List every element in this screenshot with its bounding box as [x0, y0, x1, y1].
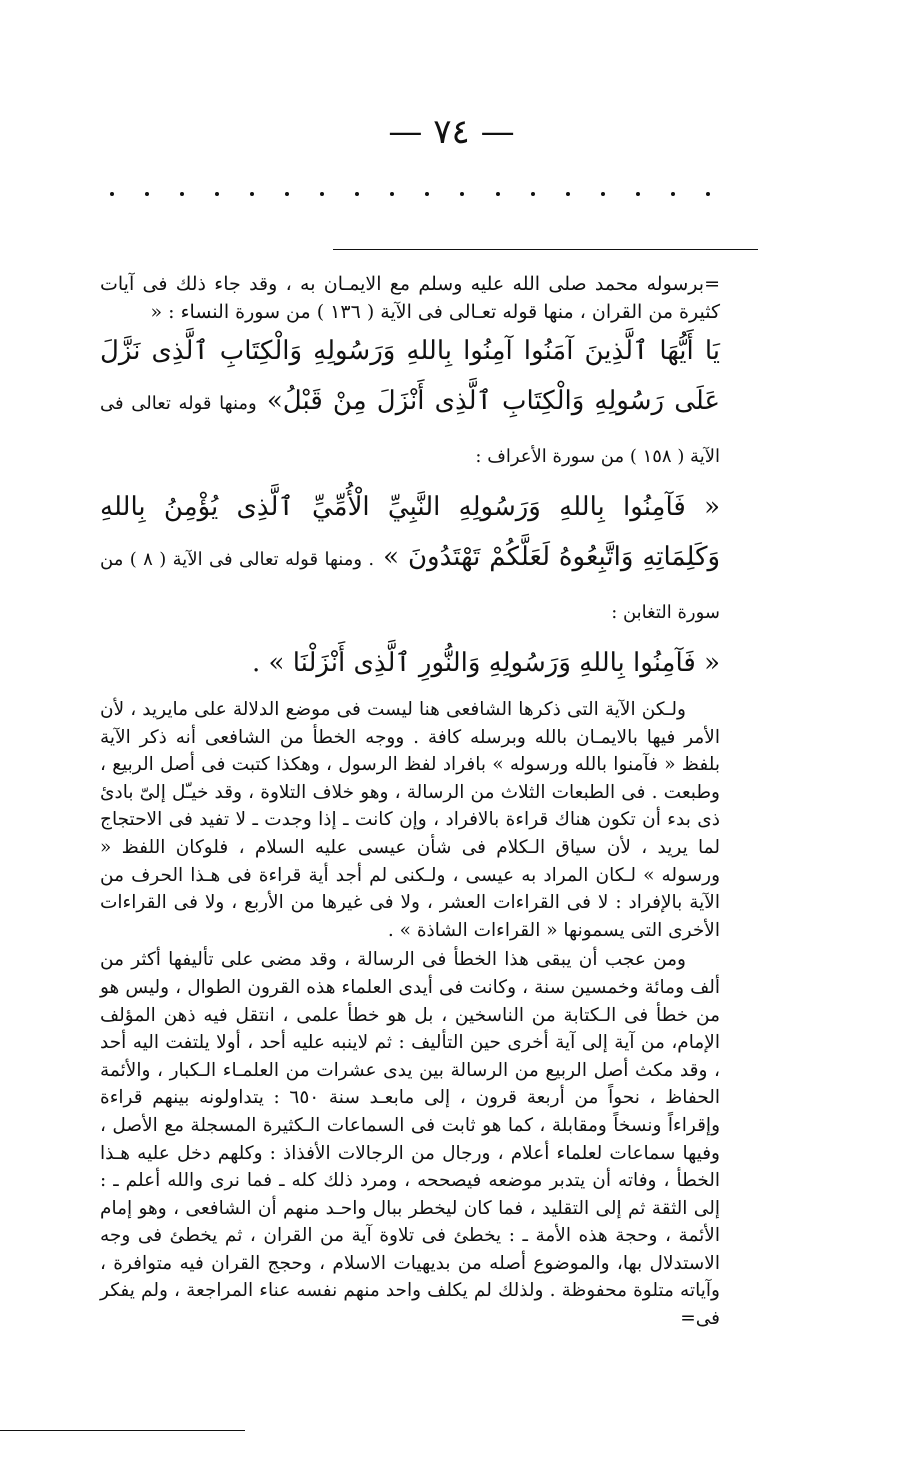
verse-link: ومنها قوله تعالى فى الآية ( ١٥٨ ) من سورة الأعراف : [100, 393, 720, 467]
separator-dot [460, 192, 464, 196]
verse-text: « فَآمِنُوا بِاللهِ وَرَسُولِهِ وَالنُّورِ ٱلَّذِى أَنْزَلْنَا » . [252, 648, 720, 678]
separator-dot [285, 192, 289, 196]
footnote-intro: =برسوله محمد صلى الله عليه وسلم مع الايمـان به ، وقد جاء ذلك فى آيات كثيرة من القران ، منها قوله تعـالى فى الآية ( ١٣٦ ) من سورة النساء : « [100, 273, 720, 323]
paragraph: ومن عجب أن يبقى هذا الخطأ فى الرسالة ، وقد مضى على تأليفها أكثر من ألف ومائة وخمسين سنة ، وكانت فى أيدى العلماء هذه القرون الطوال ، وليس هو من خطأ فى الـكتابة من الناسخين ، بل هو خطأ علمى ، انتقل فيه ذهن المؤلف الإمام، من آية إلى آية أخرى حين التأليف : ثم لاينبه عليه أحد ، أولا يلتفت اليه أحد ، وقد مكث أصل الربيع من الرسالة بين يدى عشرات من العلمـاء الـكبار ، والأئمة الحفاظ ، نحواً من أربعة قرون ، إلى مابعـد سنة ٦٥٠ : يتداولونه بينهم قراءة وإقراءاً ونسخاً ومقابلة ، كما هو ثابت فى السماعات الـكثيرة المسجلة مع الأصل ، وفيها سماعات لعلماء أعلام ، ورجال من الرجالات الأفذاذ : وكلهم دخل عليه هـذا الخطأ ، وفاته أن يتدبر موضعه فيصححه ، ومرد ذلك كله ـ فما نرى والله أعلم ـ : إلى الثقة ثم إلى التقليد ، فما كان ليخطر ببال واحـد منهم أن الشافعى ، وهو إمام الأئمة ، وحجة هذه الأمة ـ : يخطئ فى تلاوة آية من القران ، ثم يخطئ فى وجه الاستدلال بها، والموضوع أصله من بديهيات الاسلام ، وحجج القران فيه متوافرة ، وآياته متلوة محفوظة . ولذلك لم يكلف واحد منهم نفسه عناء المراجعة ، ولم يفكر فى= [100, 949, 721, 1330]
separator-dot [531, 192, 535, 196]
separator-dot [180, 192, 184, 196]
quran-verse-taghabun [100, 638, 720, 688]
separator-dot [320, 192, 324, 196]
separator-dot [601, 192, 605, 196]
page-body [100, 270, 720, 1333]
separator-dot [145, 192, 149, 196]
bottom-rule [0, 1430, 245, 1431]
separator-dot [671, 192, 675, 196]
footnote-divider [333, 249, 758, 250]
page-number: — ٧٤ — [388, 112, 515, 152]
separator-dot [215, 192, 219, 196]
separator-dot [566, 192, 570, 196]
separator-dot [390, 192, 394, 196]
separator-dot [110, 192, 114, 196]
separator-dot [706, 192, 710, 196]
quran-verse-araf [100, 482, 720, 638]
quran-verse-nisa [100, 326, 720, 482]
verse-text: « فَآمِنُوا بِاللهِ وَرَسُولِهِ النَّبِيِّ الْأُمِّيِّ ٱلَّذِى يُؤْمِنُ بِاللهِ وَكَلِمَاتِهِ وَاتَّبِعُوهُ لَعَلَّكُمْ تَهْتَدُونَ » [100, 492, 721, 572]
verse-text: يَا أَيُّهَا ٱلَّذِينَ آمَنُوا آمِنُوا بِاللهِ وَرَسُولِهِ وَالْكِتَابِ ٱلَّذِى نَزَّلَ عَلَى رَسُولِهِ وَالْكِتَابِ ٱلَّذِى أَنْزَلَ مِنْ قَبْلُ» [100, 336, 721, 416]
separator-dot [425, 192, 429, 196]
separator-dot [355, 192, 359, 196]
footnote-continuation [100, 270, 720, 326]
paragraph: ولـكن الآية التى ذكرها الشافعى هنا ليست فى موضع الدلالة على مايريد ، لأن الأمر فيها بالايمـان بالله وبرسله كافة . ووجه الخطأ من الشافعى أنه ذكر الآية بلفظ « فآمنوا بالله ورسوله » بافراد لفظ الرسول ، وهكذا كتبت فى أصل الربيع ، وطبعت . فى الطبعات الثلاث من الرسالة ، وهو خلاف التلاوة ، وقد خيـّل إلىّ بادئ ذى بدء أن تكون هناك قراءة بالافراد ، وإن كانت ـ إذا وجدت ـ لا تفيد فى الاحتجاج لما يريد ، لأن سياق الـكلام فى شأن عيسى عليه السلام ، فلوكان اللفظ « ورسوله » لـكان المراد به عيسى ، ولـكنى لم أجد أية قراءة فى هـذا الحرف من الآية بالإفراد : لا فى القراءات العشر ، ولا فى غيرها من الأربع ، ولا فى القراءات الأخرى التى يسمونها « القراءات الشاذة » . [100, 699, 720, 941]
separator-dot [496, 192, 500, 196]
separator-dots [110, 192, 710, 196]
separator-dot [250, 192, 254, 196]
separator-dot [636, 192, 640, 196]
verse-link: . ومنها قوله تعالى فى الآية ( ٨ ) من سورة التغابن : [100, 549, 720, 623]
